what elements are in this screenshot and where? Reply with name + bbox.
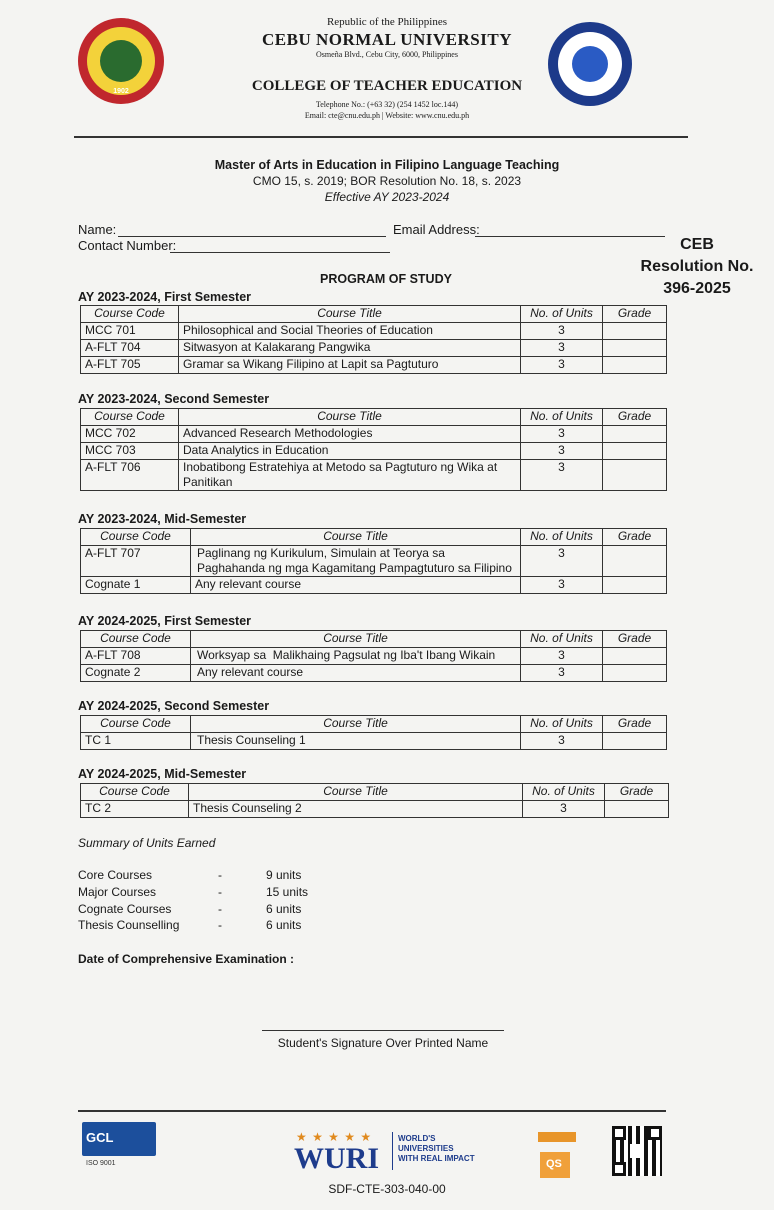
grade-cell[interactable]	[603, 577, 667, 594]
table-row	[81, 546, 667, 577]
summary-title: Summary of Units Earned	[78, 836, 216, 850]
col-header-grade: Grade	[603, 716, 667, 733]
header-email-web: Email: cte@cnu.edu.ph | Website: www.cnu.edu.ph	[304, 111, 470, 120]
grade-cell[interactable]	[603, 426, 667, 443]
semester-heading: AY 2023-2024, First Semester	[78, 290, 252, 304]
course-code: TC 2	[81, 801, 189, 818]
course-code: A-FLT 708	[81, 648, 191, 665]
col-header-units: No. of Units	[521, 409, 603, 426]
course-units: 3	[521, 733, 603, 750]
col-header-grade: Grade	[605, 784, 669, 801]
header-address: Osmeña Blvd., Cebu City, 6000, Philippines	[316, 50, 458, 59]
grade-cell[interactable]	[603, 733, 667, 750]
table-row	[81, 665, 667, 682]
col-header-title: Course Title	[179, 306, 521, 323]
summary-label: Core Courses	[78, 868, 153, 882]
wuri-line-1: WORLD'S	[398, 1134, 436, 1143]
course-units: 3	[523, 801, 605, 818]
course-code: TC 1	[81, 733, 191, 750]
header-university: CEBU NORMAL UNIVERSITY	[262, 30, 512, 49]
header-republic: Republic of the Philippines	[326, 16, 448, 28]
wuri-line-2: UNIVERSITIES	[398, 1144, 454, 1153]
table-row	[81, 357, 667, 374]
course-title: Thesis Counseling 2	[189, 801, 523, 818]
qs-text: QS	[546, 1158, 562, 1170]
grade-cell[interactable]	[603, 323, 667, 340]
table-row	[81, 340, 667, 357]
course-title: Sitwasyon at Kalakarang Pangwika	[179, 340, 521, 357]
semester-heading: AY 2024-2025, Second Semester	[78, 699, 270, 713]
col-header-units: No. of Units	[521, 306, 603, 323]
signature-line[interactable]	[262, 1030, 504, 1031]
program-title: Master of Arts in Education in Filipino Language Teaching	[214, 158, 560, 172]
course-table	[80, 783, 669, 818]
col-header-code: Course Code	[81, 409, 179, 426]
document-code: SDF-CTE-303-040-00	[328, 1182, 446, 1196]
table-row	[81, 460, 667, 491]
course-code: A-FLT 704	[81, 340, 179, 357]
semester-heading: AY 2024-2025, First Semester	[78, 614, 252, 628]
course-units: 3	[521, 323, 603, 340]
col-header-code: Course Code	[81, 631, 191, 648]
course-units: 3	[521, 357, 603, 374]
col-header-grade: Grade	[603, 631, 667, 648]
course-units: 3	[521, 665, 603, 682]
program-cmo: CMO 15, s. 2019; BOR Resolution No. 18, s. 2023	[252, 174, 522, 188]
qr-code-icon	[612, 1126, 662, 1176]
wuri-line-3: WITH REAL IMPACT	[398, 1154, 475, 1163]
summary-value: 6 units	[266, 902, 302, 916]
course-code: MCC 701	[81, 323, 179, 340]
table-row	[81, 323, 667, 340]
summary-label: Major Courses	[78, 885, 157, 899]
course-title: Inobatibong Estratehiya at Metodo sa Pagtuturo ng Wika at Panitikan	[179, 460, 521, 491]
course-code: A-FLT 707	[81, 546, 191, 577]
rating-stars-icon: ★ ★ ★ ★ ★	[296, 1130, 373, 1144]
course-units: 3	[521, 648, 603, 665]
summary-dash: -	[218, 902, 222, 916]
course-table	[80, 630, 667, 682]
semester-heading: AY 2023-2024, Second Semester	[78, 392, 270, 406]
col-header-grade: Grade	[603, 306, 667, 323]
course-title: Paglinang ng Kurikulum, Simulain at Teorya sa Paghahanda ng mga Kagamitang Pampagtuturo sa Filipino	[191, 546, 521, 577]
course-units: 3	[521, 546, 603, 577]
semester-heading: AY 2024-2025, Mid-Semester	[78, 767, 247, 781]
col-header-code: Course Code	[81, 529, 191, 546]
course-table	[80, 305, 667, 374]
course-units: 3	[521, 443, 603, 460]
table-row	[81, 426, 667, 443]
col-header-title: Course Title	[189, 784, 523, 801]
ceb-line-1: CEB	[680, 236, 714, 253]
gcl-certification-badge	[82, 1122, 156, 1167]
course-code: A-FLT 705	[81, 357, 179, 374]
table-row	[81, 577, 667, 594]
gcl-text: GCL	[86, 1130, 114, 1145]
signature-label: Student's Signature Over Printed Name	[277, 1036, 489, 1050]
contact-field[interactable]	[170, 252, 390, 253]
col-header-code: Course Code	[81, 306, 179, 323]
course-title: Advanced Research Methodologies	[179, 426, 521, 443]
course-title: Any relevant course	[191, 577, 521, 594]
course-units: 3	[521, 577, 603, 594]
summary-value: 9 units	[266, 868, 302, 882]
course-table	[80, 528, 667, 594]
course-units: 3	[521, 426, 603, 443]
ceb-line-3: 396-2025	[663, 280, 731, 297]
table-row	[81, 443, 667, 460]
course-title: Data Analytics in Education	[179, 443, 521, 460]
col-header-units: No. of Units	[523, 784, 605, 801]
grade-cell[interactable]	[603, 340, 667, 357]
ceb-resolution-label	[624, 234, 770, 300]
summary-dash: -	[218, 918, 222, 932]
course-title: Gramar sa Wikang Filipino at Lapit sa Pagtuturo	[179, 357, 521, 374]
header-divider	[74, 136, 688, 138]
wuri-divider	[392, 1132, 393, 1170]
grade-cell[interactable]	[603, 460, 667, 491]
grade-cell[interactable]	[603, 546, 667, 577]
course-title: Thesis Counseling 1	[191, 733, 521, 750]
grade-cell[interactable]	[603, 357, 667, 374]
col-header-title: Course Title	[191, 631, 521, 648]
summary-dash: -	[218, 868, 222, 882]
summary-value: 15 units	[266, 885, 309, 899]
table-row	[81, 733, 667, 750]
course-table	[80, 715, 667, 750]
grade-cell[interactable]	[605, 801, 669, 818]
semester-heading: AY 2023-2024, Mid-Semester	[78, 512, 247, 526]
course-units: 3	[521, 460, 603, 491]
summary-dash: -	[218, 885, 222, 899]
col-header-units: No. of Units	[521, 716, 603, 733]
course-title: Philosophical and Social Theories of Education	[179, 323, 521, 340]
col-header-code: Course Code	[81, 784, 189, 801]
summary-label: Thesis Counselling	[78, 918, 180, 932]
course-code: Cognate 2	[81, 665, 191, 682]
ceb-line-2: Resolution No.	[640, 258, 754, 275]
course-table	[80, 408, 667, 491]
course-code: MCC 702	[81, 426, 179, 443]
email-label: Email Address:	[393, 222, 480, 237]
course-code: Cognate 1	[81, 577, 191, 594]
program-effective: Effective AY 2023-2024	[324, 190, 450, 204]
comprehensive-exam-label: Date of Comprehensive Examination :	[78, 952, 295, 966]
name-field[interactable]	[118, 236, 386, 237]
university-seal-logo: 1902	[78, 18, 164, 104]
wuri-logo: WURI	[294, 1142, 380, 1175]
col-header-title: Course Title	[191, 529, 521, 546]
course-code: A-FLT 706	[81, 460, 179, 491]
col-header-grade: Grade	[603, 409, 667, 426]
header-telephone: Telephone No.: (+63 32) (254 1452 loc.144)	[315, 100, 459, 109]
col-header-units: No. of Units	[521, 529, 603, 546]
footer-divider	[78, 1110, 666, 1112]
name-label: Name:	[78, 222, 117, 237]
course-title: Worksyap sa Malikhaing Pagsulat ng Iba't Ibang Wikain	[191, 648, 521, 665]
contact-label: Contact Number:	[78, 238, 177, 253]
summary-label: Cognate Courses	[78, 902, 172, 916]
course-title: Any relevant course	[191, 665, 521, 682]
course-units: 3	[521, 340, 603, 357]
grade-cell[interactable]	[603, 648, 667, 665]
program-of-study-heading: PROGRAM OF STUDY	[320, 272, 452, 286]
table-row	[81, 648, 667, 665]
header-college: COLLEGE OF TEACHER EDUCATION	[251, 78, 523, 94]
col-header-title: Course Title	[191, 716, 521, 733]
qs-stars-badge	[538, 1132, 576, 1142]
col-header-code: Course Code	[81, 716, 191, 733]
iso-text: ISO 9001	[86, 1160, 116, 1167]
wuri-tagline	[398, 1134, 475, 1164]
summary-value: 6 units	[266, 918, 302, 932]
col-header-title: Course Title	[179, 409, 521, 426]
qs-logo	[540, 1152, 570, 1178]
table-row	[81, 801, 669, 818]
grade-cell[interactable]	[603, 665, 667, 682]
grade-cell[interactable]	[603, 443, 667, 460]
course-code: MCC 703	[81, 443, 179, 460]
col-header-units: No. of Units	[521, 631, 603, 648]
col-header-grade: Grade	[603, 529, 667, 546]
